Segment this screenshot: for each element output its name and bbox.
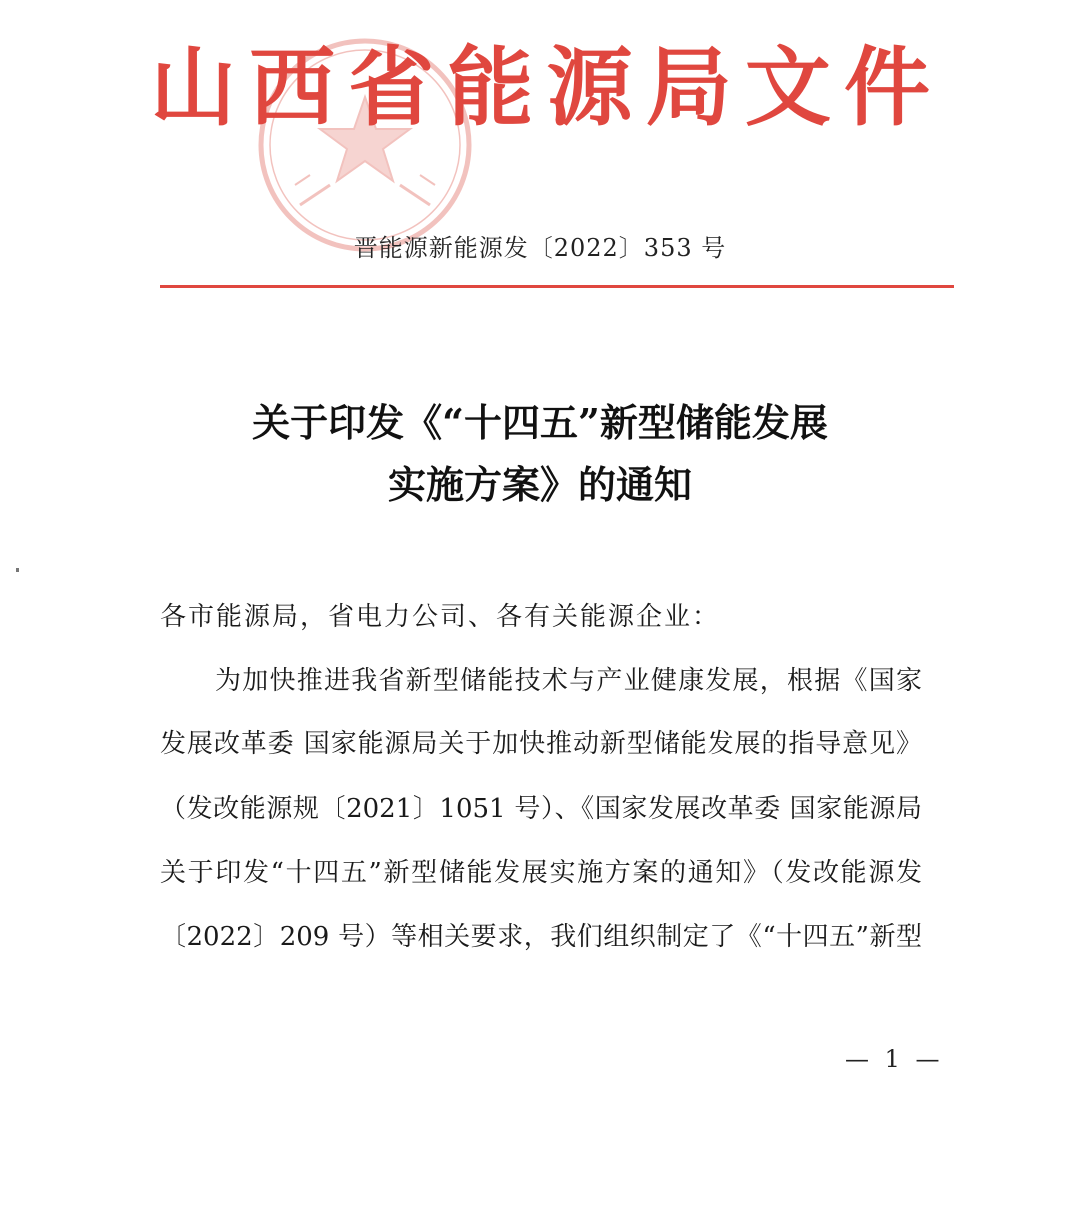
agency-char: 文: [744, 37, 831, 138]
agency-char: 局: [645, 37, 732, 138]
body-line: 为加快推进我省新型储能技术与产业健康发展，根据《国家: [215, 666, 922, 696]
body-line: 发展改革委 国家能源局关于加快推动新型储能发展的指导意见》: [160, 729, 922, 759]
body-line: 关于印发“十四五”新型储能发展实施方案的通知》（发改能源发: [160, 858, 922, 888]
agency-char: 源: [546, 37, 633, 138]
scan-artifact: [16, 568, 19, 572]
agency-char: 能: [447, 37, 534, 138]
agency-char: 省: [348, 37, 435, 138]
addressee-line: 各市能源局，省电力公司、各有关能源企业：: [160, 602, 721, 632]
body-line: 〔2022〕209 号）等相关要求，我们组织制定了《“十四五”新型: [160, 922, 922, 952]
header-divider: [160, 285, 954, 288]
agency-char: 山: [150, 37, 236, 138]
agency-char: 件: [843, 37, 930, 138]
document-number: 晋能源新能源发〔2022〕353 号: [353, 234, 727, 262]
page-number: — 1 —: [845, 1045, 944, 1073]
agency-header: [150, 38, 930, 138]
document-title: [0, 392, 1080, 516]
body-line: （发改能源规〔2021〕1051 号）、《国家发展改革委 国家能源局: [160, 794, 922, 824]
title-line-1: 关于印发《“十四五”新型储能发展: [252, 400, 828, 445]
agency-char: 西: [249, 37, 336, 138]
title-line-2: 实施方案》的通知: [387, 462, 692, 507]
